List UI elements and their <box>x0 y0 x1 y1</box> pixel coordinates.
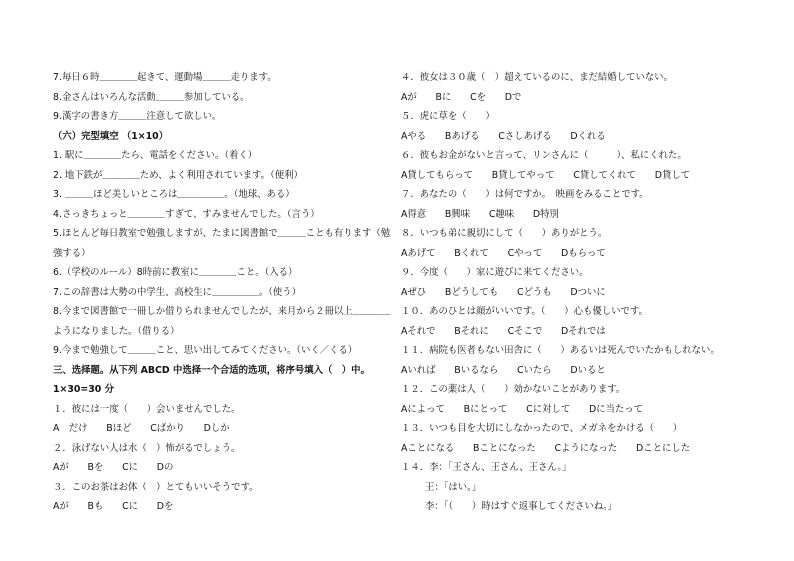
answer-options: A得意 B興味 C趣味 D特別 <box>401 208 559 220</box>
question-line: １１．病院も医者もない田舎に（ ）あるいは死んでいたかもしれない。 <box>401 345 720 356</box>
right-column <box>401 68 753 517</box>
question-line: 6.（学校のルール）8時前に教室に＿＿＿＿こと。（入る） <box>53 267 298 278</box>
question-line: 3. ＿＿＿ほど美しいところは＿＿＿＿＿。（地球、ある） <box>53 189 295 200</box>
answer-options: Aいれば Bいるなら Cいたら Dいると <box>401 364 606 376</box>
question-line: １２．この薬は人（ ）効かないことがあります。 <box>401 384 626 395</box>
question-line: 1. 駅に＿＿＿＿たら、電話をください。（着く） <box>53 150 258 161</box>
question-line: 8.今まで図書館で一冊しか借りられませんでしたが、来月から２冊以上＿＿＿＿ <box>53 306 391 317</box>
question-line: １４．李：「王さん、王さん、王さん。」 <box>401 462 572 473</box>
answer-options: A だけ Bほど Cばかり Dしか <box>53 423 230 434</box>
section-heading: 三、选择题。从下列 ABCD 中选择一个合适的选项，将序号填入（ ）中。 <box>53 364 370 376</box>
question-line: 7.毎日６時＿＿＿＿起きて、運動場＿＿＿走ります。 <box>53 72 277 83</box>
question-line: 9.今まで勉強して＿＿＿こと、思い出してみてください。（いく／くる） <box>53 345 358 356</box>
section-heading: （六）完型填空 （1×10） <box>53 130 169 142</box>
answer-options: Aことになる Bことになった Cようになった Dことにした <box>401 442 691 454</box>
question-line: 4.さっきちょっと＿＿＿＿すぎて、すみませんでした。（言う） <box>53 208 320 220</box>
question-line: ７．あなたの（ ）は何ですか。 映画をみることです。 <box>401 189 649 200</box>
question-line: 強する） <box>53 247 91 259</box>
question-line: 5.ほとんど毎日教室で勉強しますが、たまに図書館で＿＿＿ことも有ります（勉 <box>53 228 391 239</box>
section-score: 1×30=30 分 <box>53 384 114 395</box>
answer-options: Aによって Bにとって Cに対して Dに当たって <box>401 403 644 415</box>
question-line: １０．あのひとは顔がいいです。（ ）心も優しいです。 <box>401 306 648 317</box>
question-line: ようになりました。（借りる） <box>53 325 180 337</box>
dialogue-line: 王：「はい。」 <box>425 481 482 493</box>
left-column <box>53 68 393 517</box>
question-line: 7.この辞書は大勢の中学生、高校生に＿＿＿＿＿。（使う） <box>53 286 302 298</box>
answer-options: Aが Bを Cに Dの <box>53 462 174 473</box>
answer-options: Aが Bも Cに Dを <box>53 501 174 512</box>
dialogue-line: 李：「（ ）時はすぐ返事してくださいね。」 <box>425 501 618 512</box>
answer-options: Aそれで Bそれに Cそこで Dそれでは <box>401 325 606 337</box>
answer-options: Aぜひ Bどうしても Cどうも Dついに <box>401 286 606 298</box>
question-line: 9.漢字の書き方＿＿＿注意して欲しい。 <box>53 111 222 122</box>
question-line: ６．彼もお金がないと言って、リンさんに（ ）、私にくれた。 <box>401 150 687 161</box>
question-line: 2. 地下鉄が＿＿＿＿ため、よく利用されています。（便利） <box>53 169 303 181</box>
question-line: ４．彼女は３０歳（ ）超えているのに、まだ結婚していない。 <box>401 72 673 83</box>
question-line: ５．虎に草を（ ） <box>401 111 495 122</box>
answer-options: Aあげて Bくれて Cやって Dもらって <box>401 247 606 259</box>
question-line: １３．いつも目を大切にしなかったので、メガネをかける（ ） <box>401 423 683 434</box>
question-line: ２．泳げない人は水（ ）怖がるでしょう。 <box>53 442 241 454</box>
answer-options: A貸してもらって B貸してやって C貸してくれて D貸して <box>401 169 691 181</box>
question-line: ９．今度（ ）家に遊びに来てください。 <box>401 267 589 278</box>
answer-options: Aが Bに Cを Dで <box>401 91 522 103</box>
question-line: ３．このお茶はお体（ ）とてもいいそうです。 <box>53 481 259 493</box>
question-line: ８．いつも弟に親切にして（ ）ありがとう。 <box>401 228 608 239</box>
question-line: 8.金さんはいろんな活動＿＿＿参加している。 <box>53 91 250 103</box>
question-line: １．彼には一度（ ）会いませんでした。 <box>53 403 241 415</box>
answer-options: Aやる Bあげる Cさしあげる Dくれる <box>401 130 606 142</box>
